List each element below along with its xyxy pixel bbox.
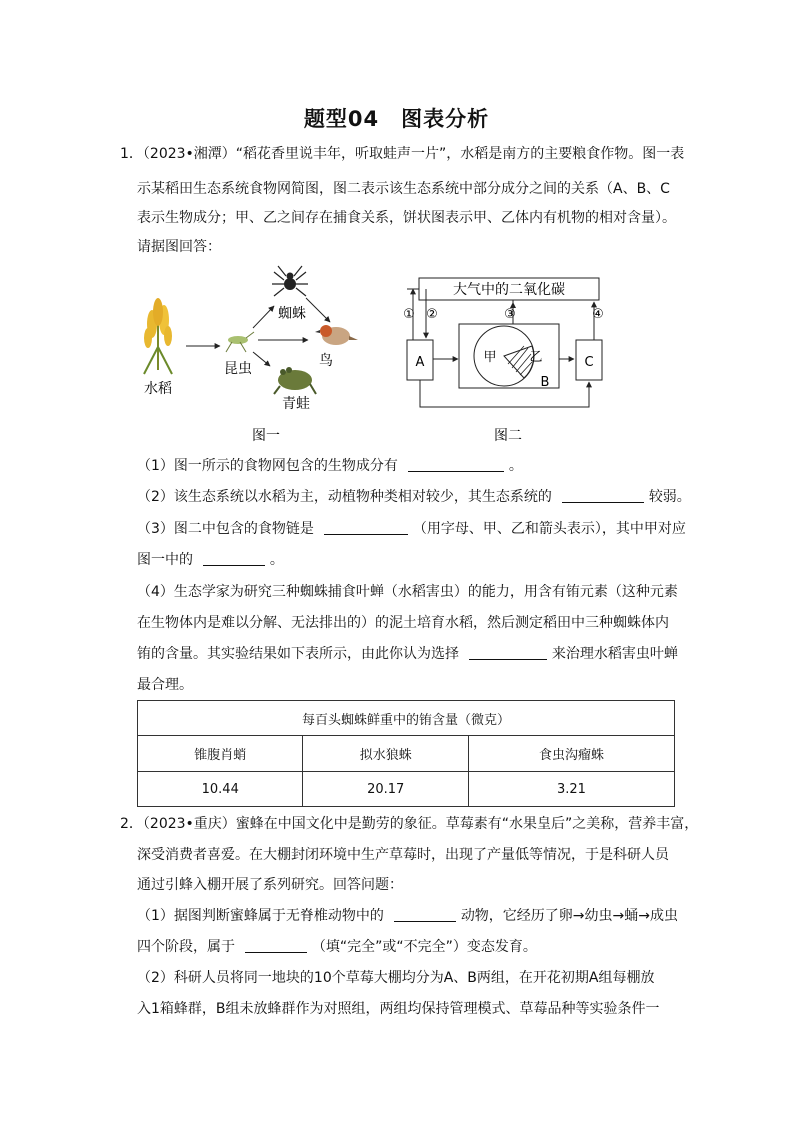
q1-sub3-text-3: 图一中的 <box>137 552 193 568</box>
q1-sub3-text-2: （用字母、甲、乙和箭头表示），其中甲对应 <box>412 521 686 537</box>
answer-blank-7[interactable] <box>245 938 307 953</box>
q2-line-3: 通过引蜂入棚开展了系列研究。回答问题： <box>137 877 403 893</box>
arrow-insect-frog <box>253 352 270 366</box>
table-col-3: 食虫沟瘤蛛 <box>468 736 674 772</box>
q1-line-3: 表示生物成分；甲、乙之间存在捕食关系，饼状图表示甲、乙体内有机物的相对含量）。 <box>137 210 676 226</box>
figure-1-caption: 图一 <box>252 428 280 444</box>
bird-label: 鸟 <box>319 353 333 369</box>
pie-jia-label: 甲 <box>483 350 497 365</box>
answer-blank-2[interactable] <box>562 488 644 503</box>
insect-label: 昆虫 <box>224 361 252 377</box>
table-header: 每百头蜘蛛鲜重中的铕含量（微克） <box>138 701 675 736</box>
bird-icon <box>315 325 358 345</box>
frog-label: 青蛙 <box>282 396 310 412</box>
q1-sub4-text: 铕的含量。其实验结果如下表所示，由此你认为选择 <box>137 646 459 662</box>
q1-sub3 <box>137 520 686 538</box>
arrow-insect-spider <box>253 306 274 328</box>
q2-line-1: 2．（2023•重庆）蜜蜂在中国文化中是勤劳的象征。草莓素有“水果皇后”之美称，营养丰富， <box>120 816 699 832</box>
q1-sub1-end: 。 <box>508 458 523 474</box>
q2-sub1-text: （1）据图判断蜜蜂属于无脊椎动物中的 <box>137 908 384 924</box>
pie-yi-label: 乙 <box>529 350 543 365</box>
figure-2-caption: 图二 <box>494 428 522 444</box>
page-title: 题型04 图表分析 <box>303 107 490 131</box>
q1-sub4-line-4: 最合理。 <box>137 677 193 693</box>
q2-sub1-cont <box>137 938 537 956</box>
answer-blank-5[interactable] <box>469 645 547 660</box>
answer-blank-1[interactable] <box>408 457 504 472</box>
q2-sub1-text-4: （填“完全”或“不完全”）变态发育。 <box>311 939 537 955</box>
spider-label: 蜘蛛 <box>278 306 306 322</box>
q2-sub1-text-3: 四个阶段，属于 <box>137 939 235 955</box>
arrow-4-label: ④ <box>592 307 604 322</box>
q1-sub3-cont <box>137 551 284 569</box>
q1-sub1 <box>137 457 523 475</box>
q2-sub2-line-2: 入1箱蜂群，B组未放蜂群作为对照组，两组均保持管理模式、草莓品种等实验条件一 <box>137 1001 660 1017</box>
arrow-3-label: ③ <box>504 307 516 322</box>
q2-sub1-text-2: 动物，它经历了卵→幼虫→蛹→成虫 <box>460 908 679 924</box>
q1-line-4: 请据图回答： <box>137 239 221 255</box>
europium-table <box>137 700 675 807</box>
table-col-1: 锥腹肖蛸 <box>138 736 303 772</box>
table-val-2: 20.17 <box>303 772 468 807</box>
node-c-label: C <box>584 355 594 370</box>
rice-label: 水稻 <box>144 381 172 397</box>
q1-line-1: 1．（2023•湘潭）“稻花香里说丰年，听取蛙声一片”，水稻是南方的主要粮食作物。图一表 <box>120 146 685 162</box>
q1-sub4-line-3 <box>137 645 678 663</box>
figures <box>120 262 640 452</box>
q1-sub4-text-2: 来治理水稻害虫叶蝉 <box>551 646 678 662</box>
q2-line-2: 深受消费者喜爱。在大棚封闭环境中生产草莓时，出现了产量低等情况，于是科研人员 <box>137 847 669 863</box>
atmosphere-label: 大气中的二氧化碳 <box>453 282 565 298</box>
node-a-label: A <box>415 355 425 370</box>
answer-blank-4[interactable] <box>203 551 265 566</box>
q2-sub1 <box>137 907 678 925</box>
q1-sub2-end: 较弱。 <box>648 489 691 505</box>
q1-sub3-text: （3）图二中包含的食物链是 <box>137 521 314 537</box>
insect-icon <box>226 332 254 352</box>
q1-sub1-text: （1）图一所示的食物网包含的生物成分有 <box>137 458 398 474</box>
q1-line-2: 示某稻田生态系统食物网简图，图二表示该生态系统中部分成分之间的关系（A、B、C <box>137 181 670 197</box>
answer-blank-3[interactable] <box>324 520 408 535</box>
q1-sub4-line-2: 在生物体内是难以分解、无法排出的）的泥土培育水稻，然后测定稻田中三种蜘蛛体内 <box>137 615 669 631</box>
q1-sub3-end: 。 <box>269 552 284 568</box>
frog-icon <box>274 367 316 394</box>
q1-sub2 <box>137 488 691 506</box>
table-val-3: 3.21 <box>468 772 674 807</box>
q2-sub2-line-1: （2）科研人员将同一地块的10个草莓大棚均分为A、B两组，在开花初期A组每棚放 <box>137 970 655 986</box>
q1-sub2-text: （2）该生态系统以水稻为主，动植物种类相对较少，其生态系统的 <box>137 489 552 505</box>
arrow-1-label: ① <box>403 307 415 322</box>
spider-icon <box>272 266 308 296</box>
table-val-1: 10.44 <box>138 772 303 807</box>
arrow-2-label: ② <box>426 307 438 322</box>
answer-blank-6[interactable] <box>394 907 456 922</box>
node-b-label: B <box>540 375 550 390</box>
rice-icon <box>144 298 172 374</box>
arrow-spider-bird <box>306 298 330 322</box>
q1-sub4-line-1: （4）生态学家为研究三种蜘蛛捕食叶蝉（水稻害虫）的能力，用含有铕元素（这种元素 <box>137 584 678 600</box>
table-col-2: 拟水狼蛛 <box>303 736 468 772</box>
